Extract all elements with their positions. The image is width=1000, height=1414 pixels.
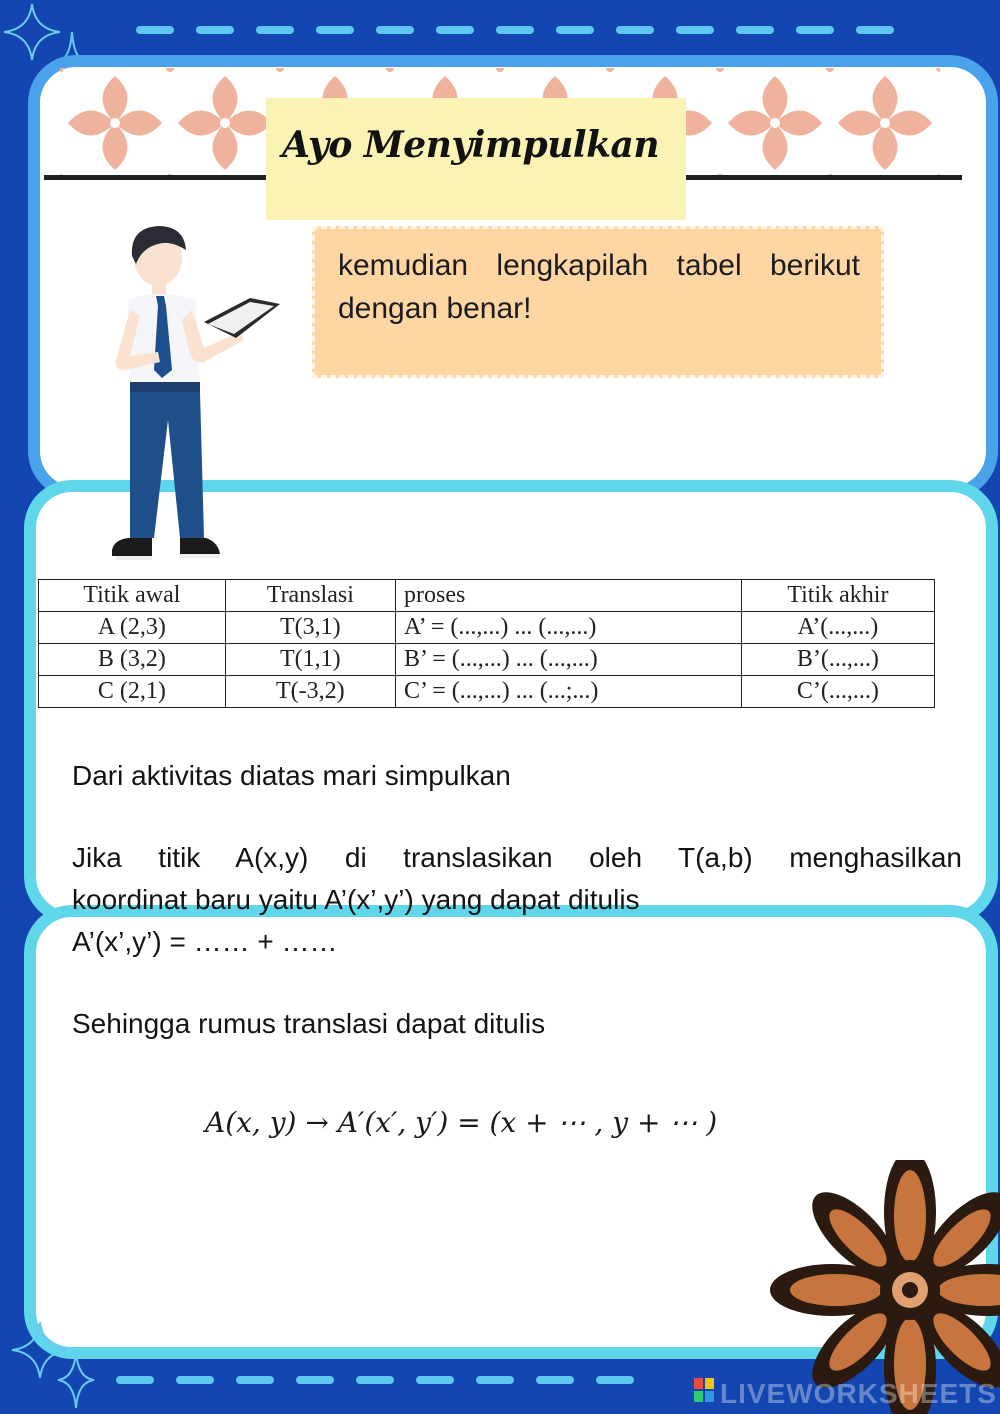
table-row [39, 676, 935, 708]
table-cell: T(-3,2) [225, 676, 395, 708]
table-header-row [39, 580, 935, 612]
sparkle-icon [56, 1350, 96, 1410]
table-header-cell: Translasi [225, 580, 395, 612]
table-cell: T(1,1) [225, 644, 395, 676]
table-cell: B’ = (...,...) ... (...,...) [395, 644, 741, 676]
table-header-cell: Titik awal [39, 580, 226, 612]
table-cell: A (2,3) [39, 612, 226, 644]
table-cell: B (3,2) [39, 644, 226, 676]
student-illustration [100, 220, 290, 580]
translation-formula: A(x, y) → A′(x′, y′) = (x + ⋯ , y + ⋯ ) [205, 1106, 718, 1139]
table-cell: A’(...,...) [741, 612, 934, 644]
watermark-text: LIVEWORKSHEETS [720, 1378, 997, 1409]
conclusion-intro: Dari aktivitas diatas mari simpulkan [72, 760, 511, 791]
sparkle-icon [2, 2, 62, 62]
table-cell: B’(...,...) [741, 644, 934, 676]
translation-table [38, 579, 935, 708]
table-row [39, 644, 935, 676]
top-dash-border [0, 20, 1000, 40]
page-title: Ayo Menyimpulkan [282, 124, 660, 166]
table-header-cell: Titik akhir [741, 580, 934, 612]
table-row [39, 612, 935, 644]
table-cell: T(3,1) [225, 612, 395, 644]
table-header-cell: proses [395, 580, 741, 612]
instruction-text: kemudian lengkapilah tabel berikut dengan benar! [338, 249, 860, 325]
liveworksheets-logo-icon [694, 1378, 714, 1402]
table-cell: A’ = (...,...) ... (...,...) [395, 612, 741, 644]
conclusion-paragraph-line2: koordinat baru yaitu A’(x’,y’) yang dapat ditulis [72, 884, 640, 915]
conclusion-paragraph-line1: Jika titik A(x,y) di translasikan oleh T(a,b) menghasilkan [72, 842, 962, 873]
table-cell: C’(...,...) [741, 676, 934, 708]
table-cell: C (2,1) [39, 676, 226, 708]
table-cell: C’ = (...,...) ... (...;...) [395, 676, 741, 708]
formula-intro: Sehingga rumus translasi dapat ditulis [72, 1008, 546, 1039]
conclusion-fill-blank: A’(x’,y’) = …… + …… [72, 926, 338, 957]
